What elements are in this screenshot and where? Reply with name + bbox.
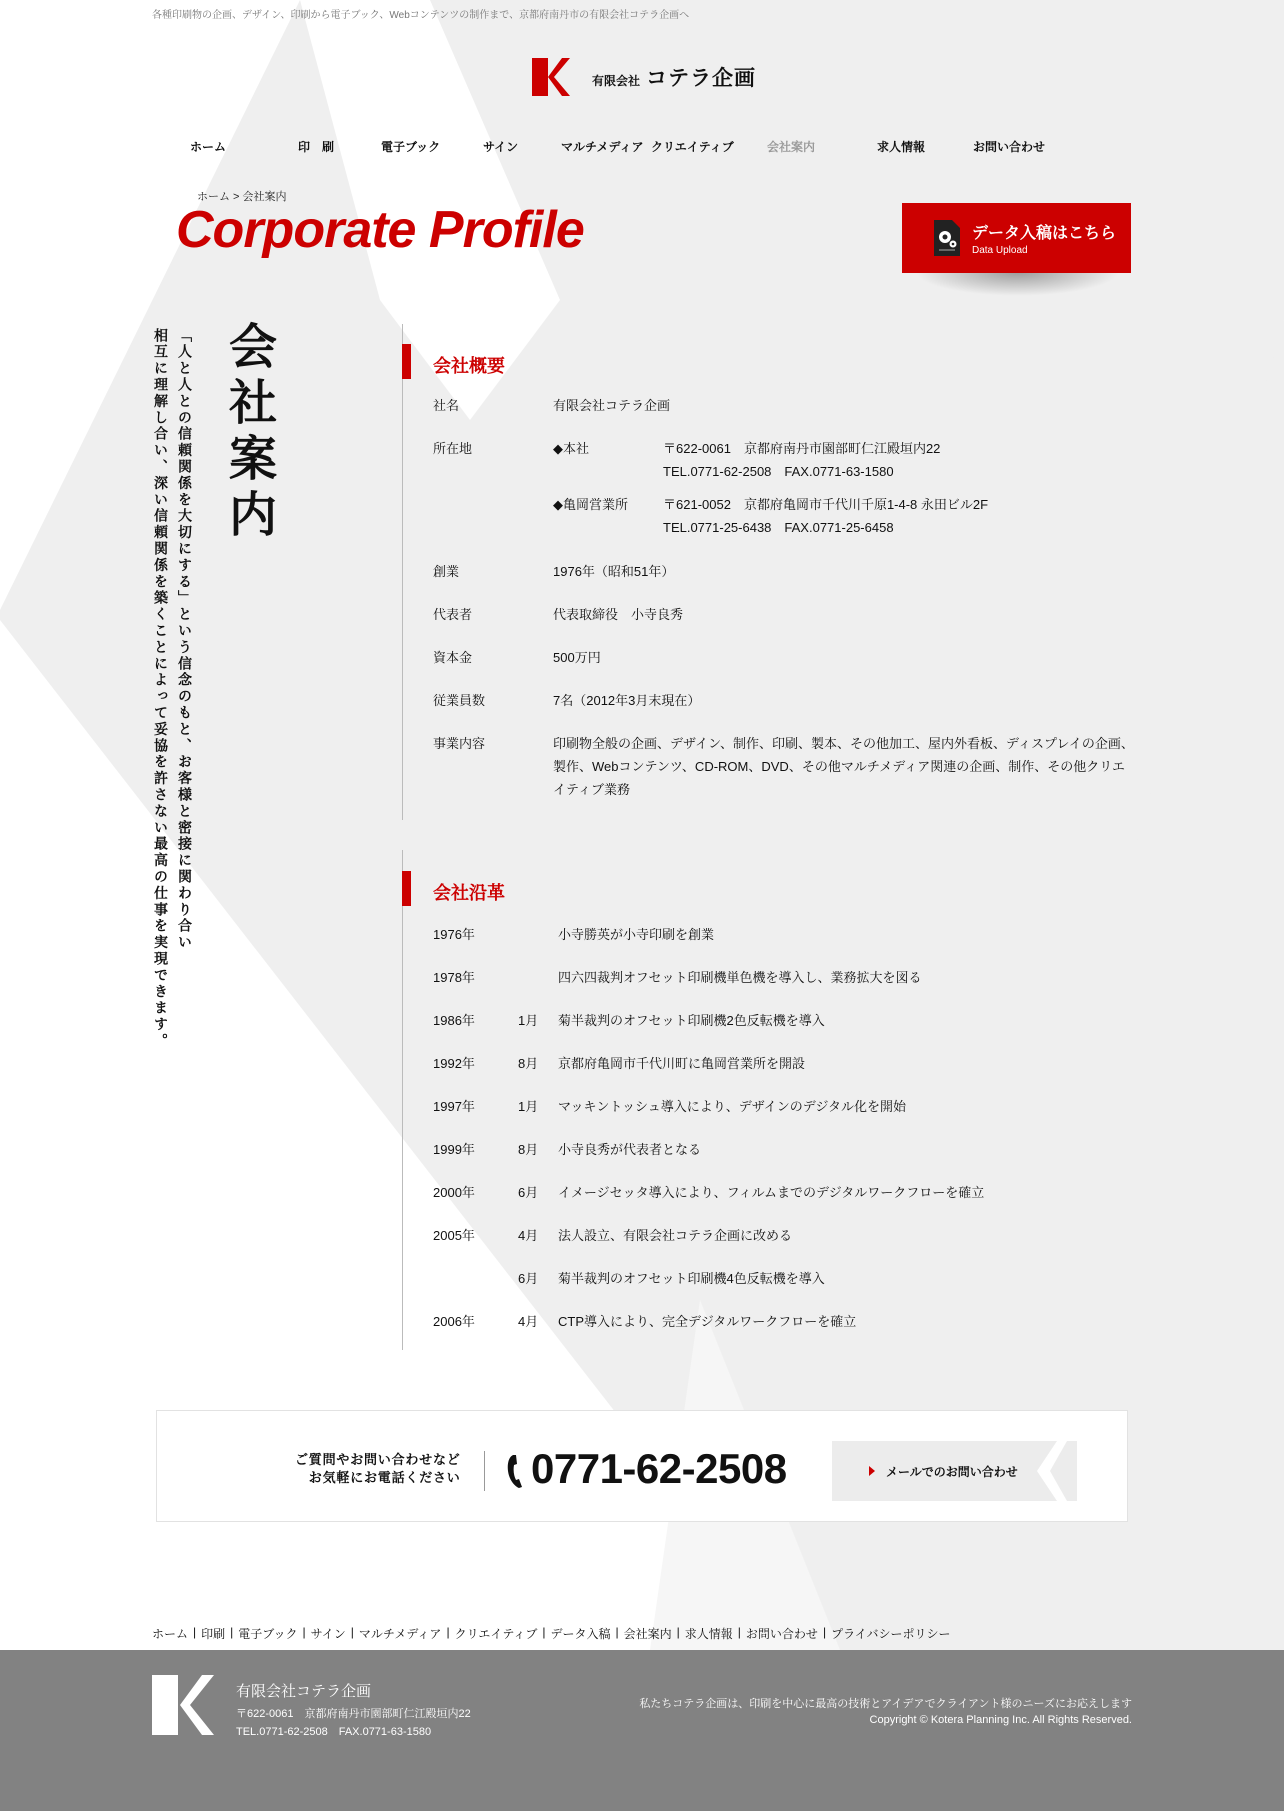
footer-link-separator: |	[230, 1625, 234, 1639]
office-name: ◆本社	[553, 441, 589, 456]
office-head	[553, 437, 1135, 483]
footer-link[interactable]: プライバシーポリシー	[831, 1627, 951, 1641]
history-year: 2005年	[433, 1228, 475, 1243]
info-value: 有限会社コテラ企画	[553, 398, 671, 413]
title-char: 内	[228, 489, 277, 542]
history-month: 6月	[518, 1271, 539, 1286]
info-value: 7名（2012年3月末現在）	[553, 693, 701, 708]
contact-banner	[156, 1410, 1128, 1522]
overview-title: 会社概要	[433, 355, 505, 376]
history-year: 1997年	[433, 1099, 475, 1114]
history-month: 8月	[518, 1056, 539, 1071]
history-year: 1976年	[433, 927, 475, 942]
history-event: 小寺勝英が小寺印刷を創業	[558, 927, 715, 942]
info-value	[553, 437, 1135, 539]
phone-icon	[505, 1453, 531, 1489]
footer-links	[152, 1625, 950, 1642]
history-year: 1999年	[433, 1142, 475, 1157]
nav-item[interactable]: サイン	[483, 140, 519, 154]
footer-link-separator: |	[676, 1625, 680, 1639]
office-address: 〒621-0052 京都府亀岡市千代川千原1-4-8 永田ビル2F	[663, 497, 989, 512]
footer-link-separator: |	[822, 1625, 827, 1639]
footer-link[interactable]: クリエイティブ	[454, 1627, 538, 1641]
history-heading	[402, 871, 505, 906]
footer-company-name: 有限会社コテラ企画	[236, 1683, 372, 1700]
info-label: 資本金	[433, 650, 473, 665]
logo-company-type: 有限会社	[592, 73, 641, 88]
history-event: 法人設立、有限会社コテラ企画に改める	[558, 1228, 793, 1243]
footer-logo-icon	[152, 1675, 214, 1735]
history-event: 菊半裁判のオフセット印刷機2色反転機を導入	[558, 1013, 825, 1028]
mail-contact-label: メールでのお問い合わせ	[886, 1465, 1018, 1479]
info-label: 従業員数	[433, 693, 486, 708]
office-address: 〒622-0061 京都府南丹市園部町仁江殿垣内22	[663, 441, 941, 456]
history-event: 菊半裁判のオフセット印刷機4色反転機を導入	[558, 1271, 825, 1286]
history-month: 4月	[518, 1314, 539, 1329]
history-event: イメージセッタ導入により、フィルムまでのデジタルワークフローを確立	[558, 1185, 985, 1200]
page-title: Corporate Profile	[176, 201, 584, 259]
contact-phone-number[interactable]: 0771-62-2508	[531, 1445, 787, 1492]
footer-link-separator: |	[737, 1625, 741, 1639]
footer-copyright: Copyright © Kotera Planning Inc. All Rights Reserved.	[869, 1714, 1132, 1726]
section-vertical-title	[228, 320, 278, 544]
upload-button-sublabel: Data Upload	[972, 245, 1028, 256]
footer-link[interactable]: 会社案内	[623, 1627, 672, 1641]
nav-item[interactable]: 会社案内	[767, 140, 816, 154]
info-label: 所在地	[433, 441, 473, 456]
logo-company-name: コテラ企画	[646, 67, 757, 90]
nav-item[interactable]: ホーム	[190, 140, 227, 154]
history-year: 1986年	[433, 1013, 475, 1028]
mail-contact-button[interactable]	[832, 1441, 1077, 1501]
breadcrumb: ホーム > 会社案内	[197, 191, 287, 203]
footer-link[interactable]: データ入稿	[550, 1627, 611, 1641]
heading-bar	[402, 344, 411, 379]
footer-address: 〒622-0061 京都府南丹市園部町仁江殿垣内22	[236, 1708, 471, 1720]
contact-question-line: お気軽にお電話ください	[308, 1470, 461, 1485]
overview-divider	[402, 324, 403, 820]
info-value: 代表取締役 小寺良秀	[553, 607, 684, 622]
footer-link-separator: |	[193, 1625, 197, 1639]
site-tagline: 各種印刷物の企画、デザイン、印刷から電子ブック、Webコンテンツの制作まで、京都府南丹市の有限会社コテラ企画へ	[152, 10, 690, 21]
nav-item[interactable]: 電子ブック	[381, 140, 441, 154]
info-value: 印刷物全般の企画、デザイン、制作、印刷、製本、その他加工、屋内外看板、ディスプレイの企画、製作、Webコンテンツ、CD-ROM、DVD、その他マルチメディア関連の企画、制作、その他クリエイティブ業務	[553, 736, 1134, 797]
footer-tel: TEL.0771-62-2508 FAX.0771-63-1580	[236, 1726, 432, 1738]
history-year: 2000年	[433, 1185, 475, 1200]
nav-item[interactable]: 印 刷	[298, 140, 335, 154]
info-label: 事業内容	[433, 736, 486, 751]
history-event: 京都府亀岡市千代川町に亀岡営業所を開設	[558, 1056, 806, 1071]
logo-mark-icon	[532, 58, 570, 96]
contact-question	[295, 1451, 461, 1487]
history-year: 1992年	[433, 1056, 475, 1071]
history-month: 8月	[518, 1142, 539, 1157]
footer-link[interactable]: 求人情報	[684, 1627, 733, 1641]
footer-link-separator: |	[615, 1625, 619, 1639]
footer-link[interactable]: 電子ブック	[238, 1627, 298, 1641]
history-month: 6月	[518, 1185, 539, 1200]
footer-link[interactable]: ホーム	[152, 1627, 189, 1641]
info-value: 500万円	[553, 650, 601, 665]
overview-heading	[402, 344, 505, 379]
contact-question-line: ご質問やお問い合わせなど	[295, 1452, 461, 1467]
upload-button-shadow	[915, 272, 1120, 296]
footer-link[interactable]: サイン	[310, 1627, 346, 1641]
office-tel: TEL.0771-25-6438 FAX.0771-25-6458	[663, 520, 894, 535]
info-label: 代表者	[433, 607, 473, 622]
history-year: 2006年	[433, 1314, 475, 1329]
footer-link[interactable]: 印刷	[201, 1627, 226, 1641]
title-char: 案	[228, 433, 277, 486]
history-event: CTP導入により、完全デジタルワークフローを確立	[558, 1314, 857, 1329]
heading-bar	[402, 871, 411, 906]
history-event: 四六四裁判オフセット印刷機単色機を導入し、業務拡大を図る	[558, 970, 922, 985]
nav-item[interactable]: マルチメディア	[561, 140, 644, 154]
philosophy-text-line-1: 「人と人との信頼関係を大切にする」という信念のもと、お客様と密接に関わり合い	[177, 328, 193, 952]
office-tel: TEL.0771-62-2508 FAX.0771-63-1580	[663, 464, 894, 479]
nav-item[interactable]: 求人情報	[877, 140, 926, 154]
footer-link-separator: |	[446, 1625, 450, 1639]
nav-item[interactable]: お問い合わせ	[973, 140, 1046, 154]
footer-link[interactable]: お問い合わせ	[745, 1627, 818, 1641]
footer-message: 私たちコテラ企画は、印刷を中心に最高の技術とアイデアでクライアント様のニーズにお応えします	[639, 1698, 1132, 1710]
info-label: 社名	[433, 398, 460, 413]
footer-link[interactable]: マルチメディア	[358, 1627, 442, 1641]
footer-link-separator: |	[542, 1625, 546, 1639]
history-month: 1月	[518, 1099, 539, 1114]
contact-divider	[484, 1451, 485, 1491]
data-upload-button[interactable]	[902, 203, 1131, 273]
office-name: ◆亀岡営業所	[553, 497, 628, 512]
title-char: 社	[228, 377, 277, 430]
info-value: 1976年（昭和51年）	[553, 564, 675, 579]
upload-button-label: データ入稿はこちら	[972, 225, 1117, 242]
title-char: 会	[228, 321, 277, 374]
arrow-right-icon	[869, 1466, 875, 1476]
history-year: 1978年	[433, 970, 475, 985]
history-event: 小寺良秀が代表者となる	[558, 1142, 702, 1157]
philosophy-text-line-2: 相互に理解し合い、深い信頼関係を築くことによって妥協を許さない最高の仕事を実現できます。	[153, 328, 169, 1050]
history-month: 1月	[518, 1013, 539, 1028]
site-footer	[0, 1650, 1284, 1811]
file-gear-icon	[934, 220, 960, 256]
site-logo[interactable]	[532, 58, 756, 96]
history-divider	[402, 850, 403, 1350]
nav-item[interactable]: クリエイティブ	[651, 140, 734, 154]
history-title: 会社沿革	[433, 882, 505, 903]
info-label: 創業	[433, 564, 460, 579]
office-kameoka	[553, 493, 1135, 539]
footer-link-separator: |	[350, 1625, 354, 1639]
history-month: 4月	[518, 1228, 539, 1243]
footer-link-separator: |	[302, 1625, 306, 1639]
history-event: マッキントッシュ導入により、デザインのデジタル化を開始	[558, 1099, 907, 1114]
